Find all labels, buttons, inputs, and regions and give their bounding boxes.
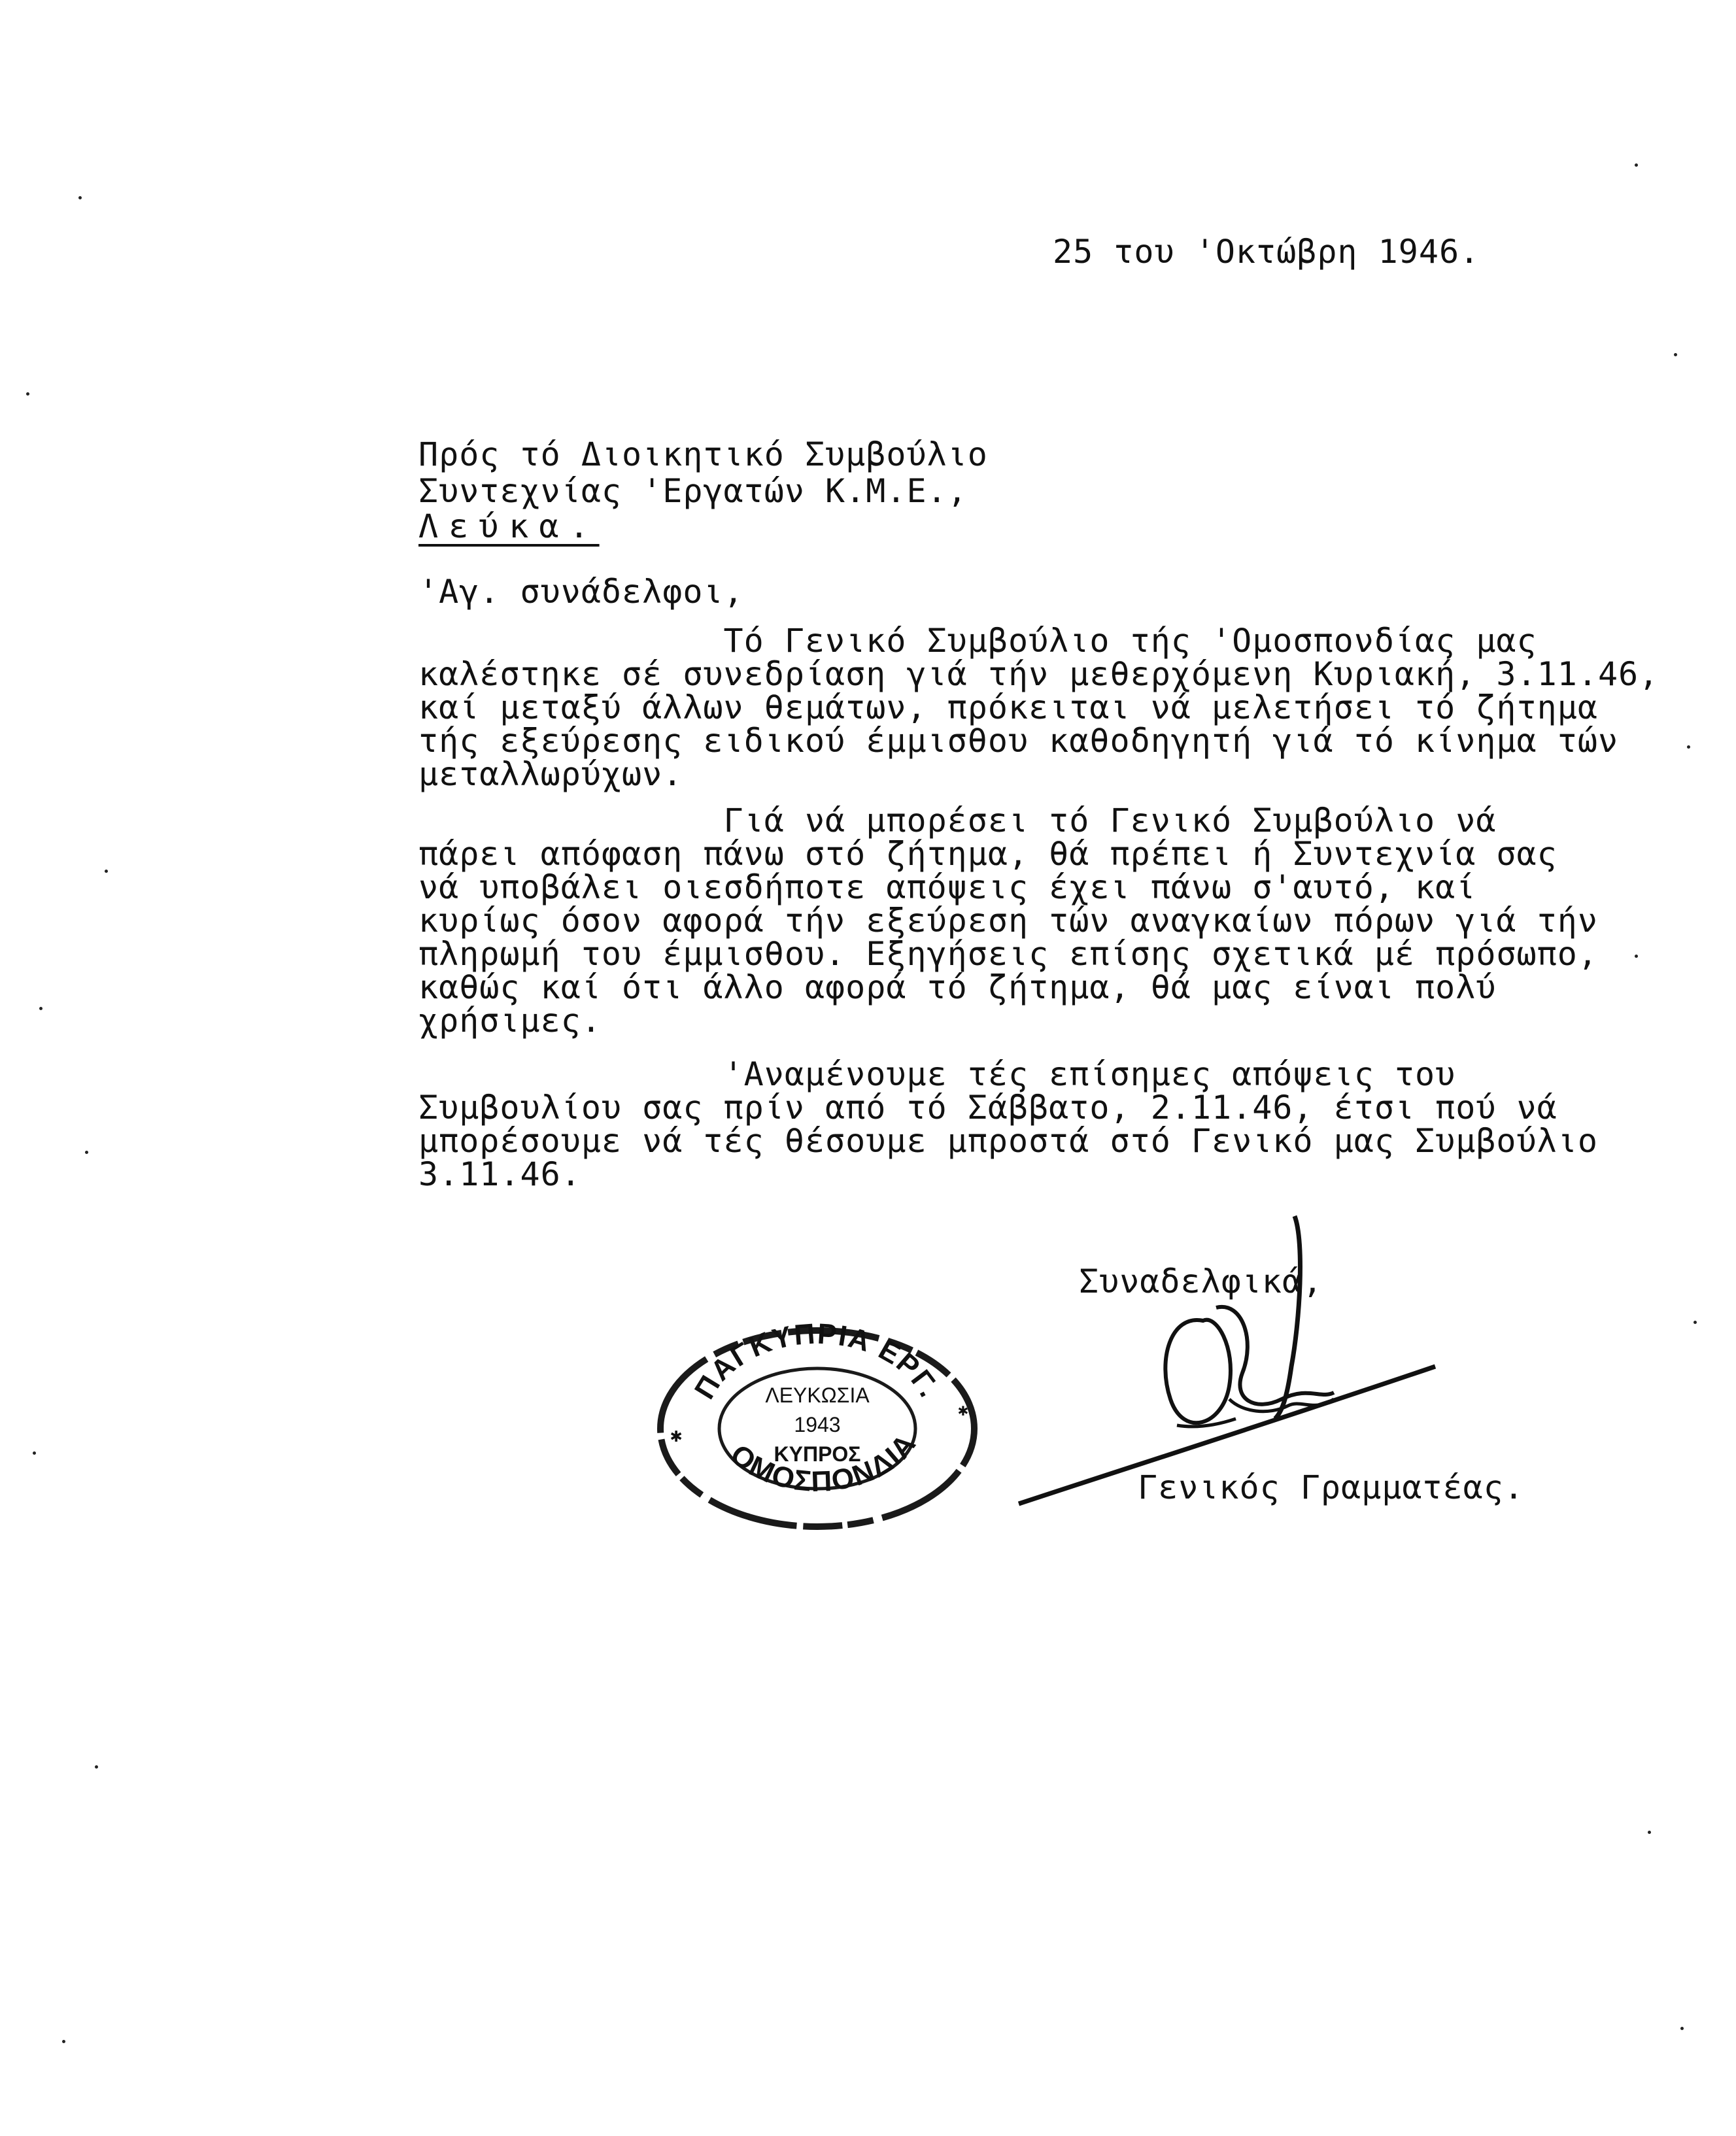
recipient-city: Λεύκα. xyxy=(418,507,600,545)
scan-speck xyxy=(1680,2027,1684,2030)
paragraph-line: 'Αναμένουμε τές επίσημες απόψεις του xyxy=(418,1055,1456,1093)
paragraph-line: νά υποβάλει οιεσδήποτε απόψεις έχει πάνω σ'αυτό, καί xyxy=(418,868,1476,906)
letter-date: 25 του 'Οκτώβρη 1946. xyxy=(1053,233,1480,271)
paragraph-line: Γιά νά μπορέσει τό Γενικό Συμβούλιο νά xyxy=(418,802,1497,839)
recipient-line: Πρός τό Διοικητικό Συμβούλιο xyxy=(418,435,988,473)
scan-speck xyxy=(85,1151,88,1154)
paragraph-line: τής εξεύρεσης ειδικού έμμισθου καθοδηγητή γιά τό κίνημα τών xyxy=(418,722,1619,760)
scan-speck xyxy=(95,1765,98,1769)
stamp-country: ΚΥΠΡΟΣ xyxy=(774,1442,861,1466)
paragraph-line: χρήσιμες. xyxy=(418,1002,602,1040)
scan-speck xyxy=(105,870,108,873)
paragraph-line: καθώς καί ότι άλλο αφορά τό ζήτημα, θά μας είναι πολύ xyxy=(418,968,1497,1006)
organization-stamp xyxy=(644,1311,984,1533)
signature-stroke xyxy=(1275,1216,1300,1419)
closing-salutation: Συναδελφικά, xyxy=(1079,1263,1323,1300)
scan-speck xyxy=(1693,1321,1697,1324)
paragraph-line: Συμβουλίου σας πρίν από τό Σάββατο, 2.11.46, έτσι πού νά xyxy=(418,1089,1557,1127)
paragraph-line: Τό Γενικό Συμβούλιο τής 'Ομοσπονδίας μας xyxy=(418,622,1537,660)
paragraph-line: κυρίως όσον αφορά τήν εξεύρεση τών αναγκαίων πόρων γιά τήν xyxy=(418,902,1598,940)
paragraph-line: πάρει απόφαση πάνω στό ζήτημα, θά πρέπει ή Συντεχνία σας xyxy=(418,835,1557,873)
scan-speck xyxy=(33,1451,36,1455)
scan-speck xyxy=(78,196,82,199)
paragraph-line: μπορέσουμε νά τές θέσουμε μπροστά στό Γενικό μας Συμβούλιο xyxy=(418,1122,1598,1160)
signatory-title: Γενικός Γραμματέας. xyxy=(1138,1468,1524,1506)
scan-speck xyxy=(1674,353,1677,356)
body-paragraph xyxy=(418,622,1659,793)
recipient-line: Συντεχνίας 'Εργατών Κ.Μ.Ε., xyxy=(418,472,968,510)
scan-speck xyxy=(62,2040,65,2043)
stamp-year: 1943 xyxy=(794,1413,841,1436)
stamp-top-text: ΠΑΓΚΥΠΡΙΑ ΕΡΓ. xyxy=(688,1317,946,1405)
signature-stroke xyxy=(1216,1307,1334,1404)
scan-speck xyxy=(1635,955,1638,958)
stamp-city: ΛΕΥΚΩΣΙΑ xyxy=(765,1383,870,1407)
scan-speck xyxy=(1687,745,1690,749)
scan-speck xyxy=(1648,1831,1651,1834)
stamp-star: ✱ xyxy=(958,1400,968,1420)
body-paragraph xyxy=(418,1055,1598,1193)
signature-stroke xyxy=(1165,1320,1231,1423)
paragraph-line: πληρωμή του έμμισθου. Εξηγήσεις επίσης σχετικά μέ πρόσωπο, xyxy=(418,935,1598,973)
scan-speck xyxy=(39,1007,43,1010)
stamp-star: ✱ xyxy=(670,1424,683,1447)
paragraph-line: 3.11.46. xyxy=(418,1155,581,1193)
stamp-bottom-text: ΟΜΟΣΠΟΝΔΙΑ xyxy=(724,1427,923,1499)
paragraph-line: καί μεταξύ άλλων θεμάτων, πρόκειται νά μελετήσει τό ζήτημα xyxy=(418,688,1598,726)
salutation: 'Αγ. συνάδελφοι, xyxy=(418,573,744,611)
scan-speck xyxy=(26,392,29,396)
paragraph-line: καλέστηκε σέ συνεδρίαση γιά τήν μεθερχόμενη Κυριακή, 3.11.46, xyxy=(418,655,1659,693)
scan-speck xyxy=(1635,163,1638,167)
body-paragraph xyxy=(418,802,1598,1040)
paragraph-line: μεταλλωρύχων. xyxy=(418,755,683,793)
